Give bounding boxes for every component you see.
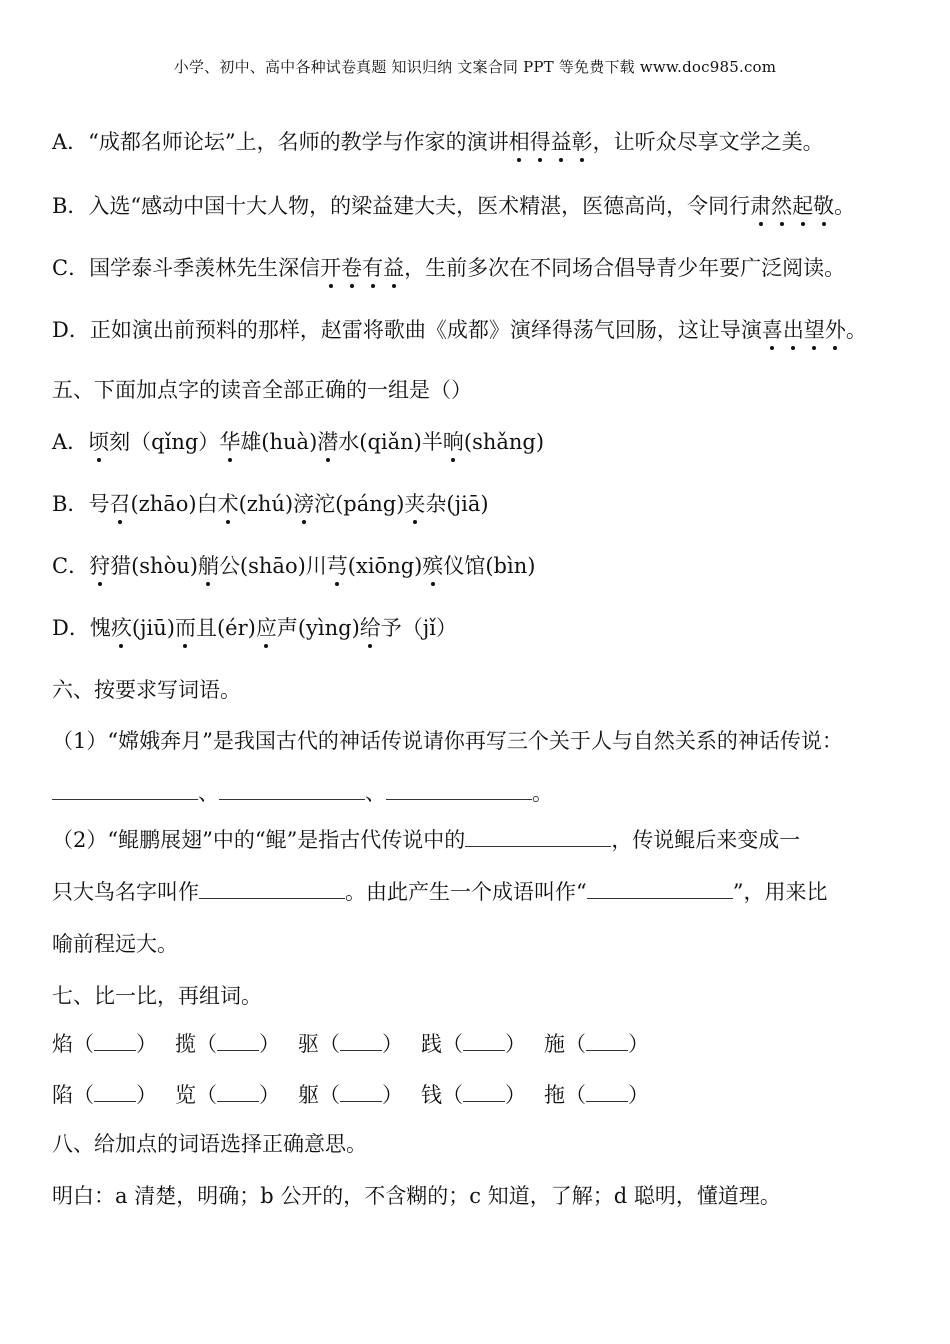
q7-row-2: [52, 1081, 667, 1109]
q8-title: 八、给加点的词语选择正确意思。: [52, 1132, 367, 1156]
q6-part2-line2: [52, 878, 828, 906]
dotted-char: 望: [803, 318, 825, 342]
option-label: A．: [52, 430, 89, 454]
dotted-char: 喜: [761, 318, 783, 342]
compare-char: 驱: [298, 1032, 319, 1056]
sentence-text: B．入选“感动中国十大人物，的梁益建大夫，医术精湛，医德高尚，令同行: [52, 194, 751, 218]
word-blank[interactable]: [217, 1083, 259, 1102]
paren-close: ）: [136, 1032, 157, 1056]
q5-option-b: [52, 490, 489, 518]
word-text: 杂(jiā): [425, 492, 489, 516]
char-cell: [421, 1030, 544, 1058]
q6-part1-prompt: （1）“嫦娥奔月”是我国古代的神话传说请你再写三个关于人与自然关系的神话传说：: [52, 729, 843, 753]
paren-close: ）: [382, 1032, 403, 1056]
paren-open: （: [442, 1083, 463, 1107]
dotted-char: 潜: [317, 430, 339, 454]
word-text: (xiōng): [347, 554, 423, 578]
word-blank[interactable]: [217, 1032, 259, 1051]
dotted-char: 相: [508, 130, 530, 154]
compare-char: 躯: [298, 1083, 319, 1107]
char-cell: [52, 1030, 175, 1058]
dotted-char: 彰: [571, 130, 593, 154]
q4-option-a: [52, 128, 824, 156]
char-cell: [298, 1030, 421, 1058]
dotted-char: 华: [219, 430, 241, 454]
dotted-char: 殡: [422, 554, 444, 578]
answer-blank-5[interactable]: [199, 880, 345, 899]
word-text: 沱(páng): [314, 492, 405, 516]
dotted-char: 有: [362, 256, 384, 280]
dotted-char: 开: [320, 256, 342, 280]
dotted-char: 晌: [442, 430, 464, 454]
compare-char: 焰: [52, 1032, 73, 1056]
word-text: (jiū): [131, 616, 175, 640]
paren-close: ）: [505, 1083, 526, 1107]
answer-blank-4[interactable]: [465, 828, 611, 847]
paren-open: （: [319, 1032, 340, 1056]
q6-part2-text-a: （2）“鲲鹏展翅”中的“鲲”是指古代传说中的: [52, 828, 466, 852]
dotted-char: 肃: [750, 194, 772, 218]
dotted-char: 给: [359, 616, 381, 640]
dotted-char: 滂: [293, 492, 315, 516]
word-text: 水(qiǎn): [338, 430, 422, 454]
q5-option-c: [52, 552, 535, 580]
q6-part2-line1: [52, 826, 800, 854]
word-blank[interactable]: [94, 1083, 136, 1102]
dotted-char: 芎: [326, 554, 348, 578]
sentence-text: ，让听众尽享文学之美。: [592, 130, 824, 154]
dotted-char: 益: [550, 130, 572, 154]
separator: 、: [198, 781, 219, 805]
page-header-watermark: 小学、初中、高中各种试卷真题 知识归纳 文案合同 PPT 等免费下载 www.doc985.com: [173, 58, 777, 76]
word-text: 公(shāo): [218, 554, 306, 578]
q5-title: 五、下面加点字的读音全部正确的一组是（）: [52, 378, 472, 402]
dotted-char: 卷: [341, 256, 363, 280]
word-text: 川: [305, 554, 327, 578]
char-cell: [175, 1081, 298, 1109]
dotted-char: 狩: [89, 554, 111, 578]
word-blank[interactable]: [586, 1083, 628, 1102]
q5-option-a: [52, 428, 544, 456]
paren-close: ）: [628, 1032, 649, 1056]
dotted-char: 应: [255, 616, 277, 640]
q8-definition: 明白：a 清楚，明确；b 公开的，不含糊的；c 知道，了解；d 聪明，懂道理。: [52, 1184, 781, 1208]
word-text: 声(yìng): [276, 616, 360, 640]
word-text: 仪馆(bìn): [443, 554, 536, 578]
q4-option-c: [52, 254, 845, 282]
answer-blank-1[interactable]: [52, 781, 198, 800]
dotted-char: 夹: [404, 492, 426, 516]
q4-option-d: [52, 316, 867, 344]
dotted-char: 外: [824, 318, 846, 342]
paren-open: （: [196, 1032, 217, 1056]
dotted-char: 召: [109, 492, 131, 516]
sentence-text: 。: [834, 194, 856, 218]
compare-char: 践: [421, 1032, 442, 1056]
separator: 、: [365, 781, 386, 805]
period: 。: [532, 781, 553, 805]
dotted-char: 然: [771, 194, 793, 218]
paren-open: （: [319, 1083, 340, 1107]
dotted-char: 艄: [197, 554, 219, 578]
dotted-char: 而: [174, 616, 196, 640]
q4-option-b: [52, 192, 855, 220]
q7-row-1: [52, 1030, 667, 1058]
word-text: 予（jǐ）: [380, 616, 458, 640]
sentence-text: ，生前多次在不同场合倡导青少年要广泛阅读。: [404, 256, 846, 280]
word-text: 号: [88, 492, 110, 516]
dotted-char: 起: [792, 194, 814, 218]
paren-close: ）: [259, 1032, 280, 1056]
q6-title: 六、按要求写词语。: [52, 678, 241, 702]
word-text: 白: [196, 492, 218, 516]
word-text: 刻（qǐng）: [109, 430, 220, 454]
paren-open: （: [73, 1083, 94, 1107]
paren-close: ）: [505, 1032, 526, 1056]
paren-open: （: [196, 1083, 217, 1107]
q5-option-d: [52, 614, 457, 642]
q6-part2-text-d: 。由此产生一个成语叫作“: [345, 880, 587, 904]
dotted-char: 术: [217, 492, 239, 516]
compare-char: 揽: [175, 1032, 196, 1056]
sentence-text: C．国学泰斗季羡林先生深信: [52, 256, 321, 280]
word-text: 雄(huà): [240, 430, 318, 454]
option-label: D．: [52, 616, 90, 640]
q6-part2-line3: 喻前程远大。: [52, 932, 178, 956]
char-cell: [298, 1081, 421, 1109]
sentence-text: A．“成都名师论坛”上，名师的教学与作家的演讲: [52, 130, 509, 154]
compare-char: 钱: [421, 1083, 442, 1107]
dotted-char: 顷: [88, 430, 110, 454]
compare-char: 施: [544, 1032, 565, 1056]
word-text: (zhú): [238, 492, 294, 516]
word-blank[interactable]: [340, 1083, 382, 1102]
q6-part2-text-c: 只大鸟名字叫作: [52, 880, 199, 904]
char-cell: [544, 1081, 667, 1109]
option-label: C．: [52, 554, 90, 578]
word-blank[interactable]: [463, 1032, 505, 1051]
q6-part2-text-b: ，传说鲲后来变成一: [611, 828, 801, 852]
q7-title: 七、比一比，再组词。: [52, 984, 262, 1008]
q6-part1-blanks: [52, 779, 553, 807]
word-text: (shǎng): [463, 430, 545, 454]
compare-char: 览: [175, 1083, 196, 1107]
answer-blank-2[interactable]: [219, 781, 365, 800]
char-cell: [421, 1081, 544, 1109]
word-blank[interactable]: [586, 1032, 628, 1051]
q6-part2-text-e: ”，用来比: [732, 880, 828, 904]
word-blank[interactable]: [94, 1032, 136, 1051]
word-text: 半: [421, 430, 443, 454]
sentence-text: D．正如演出前预料的那样，赵雷将歌曲《成都》演绎得荡气回肠，这让导演: [52, 318, 762, 342]
word-blank[interactable]: [463, 1083, 505, 1102]
dotted-char: 敬: [813, 194, 835, 218]
compare-char: 拖: [544, 1083, 565, 1107]
sentence-text: 。: [845, 318, 867, 342]
paren-close: ）: [628, 1083, 649, 1107]
char-cell: [52, 1081, 175, 1109]
paren-close: ）: [382, 1083, 403, 1107]
paren-open: （: [442, 1032, 463, 1056]
paren-open: （: [565, 1032, 586, 1056]
compare-char: 陷: [52, 1083, 73, 1107]
word-blank[interactable]: [340, 1032, 382, 1051]
dotted-char: 益: [383, 256, 405, 280]
dotted-char: 出: [782, 318, 804, 342]
char-cell: [175, 1030, 298, 1058]
word-text: 愧: [89, 616, 111, 640]
answer-blank-3[interactable]: [386, 781, 532, 800]
paren-close: ）: [259, 1083, 280, 1107]
char-cell: [544, 1030, 667, 1058]
word-text: 猎(shòu): [110, 554, 198, 578]
dotted-char: 疚: [110, 616, 132, 640]
word-text: 且(ér): [195, 616, 256, 640]
option-label: B．: [52, 492, 89, 516]
paren-open: （: [73, 1032, 94, 1056]
word-text: (zhāo): [130, 492, 197, 516]
paren-close: ）: [136, 1083, 157, 1107]
dotted-char: 得: [529, 130, 551, 154]
answer-blank-6[interactable]: [587, 880, 733, 899]
paren-open: （: [565, 1083, 586, 1107]
